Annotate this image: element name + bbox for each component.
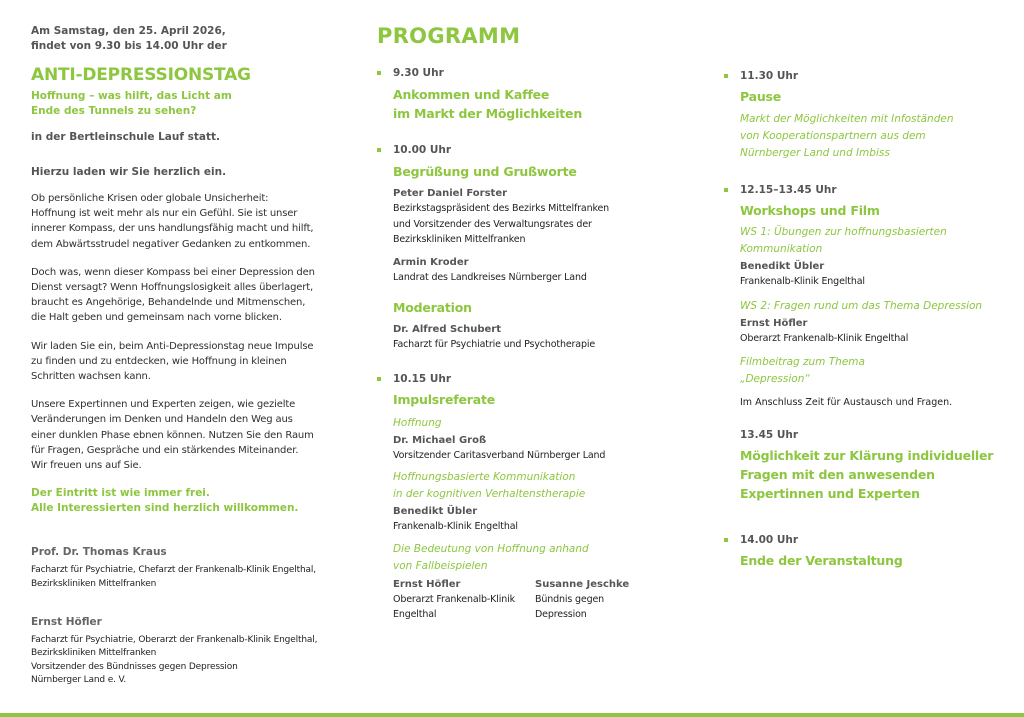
event-subtitle: Hoffnung – was hilft, das Licht am Ende des Tunnels zu sehen? <box>31 90 232 117</box>
speaker-block <box>393 579 535 623</box>
session-heading: Ankommen und Kaffee im Markt der Möglichkeiten <box>393 87 583 121</box>
speaker-role: Bündnis gegen Depression <box>535 593 605 620</box>
speaker-name: Ernst Höfler <box>740 317 808 329</box>
speaker-name: Benedikt Übler <box>740 261 825 272</box>
session-heading: Workshops und Film <box>740 203 880 218</box>
film-title: Filmbeitrag zum Thema „Depression“ <box>740 356 865 385</box>
time-slot-1130: 11.30 Uhr <box>724 70 1014 82</box>
program-title: PROGRAMM <box>377 24 521 48</box>
bullet-icon <box>724 538 728 542</box>
time-slot-0930: 9.30 Uhr <box>377 67 677 79</box>
signature-name-1: Prof. Dr. Thomas Kraus <box>31 546 167 559</box>
bullet-icon <box>724 74 728 78</box>
session-heading: Ende der Veranstaltung <box>740 553 903 568</box>
talk-title: Die Bedeutung von Hoffnung anhand von Fallbeispielen <box>393 542 589 572</box>
left-column <box>31 24 331 688</box>
workshop-1-title: WS 1: Übungen zur hoffnungsbasierten Kommunikation <box>740 226 947 255</box>
speaker-name: Ernst Höfler <box>393 578 461 590</box>
session-heading: Impulsreferate <box>393 391 496 407</box>
speaker-name: Benedikt Übler <box>393 506 478 517</box>
time-slot-1215: 12.15–13.45 Uhr <box>724 184 1014 196</box>
event-title: ANTI-DEPRESSIONSTAG <box>31 65 251 85</box>
session-heading: Begrüßung und Grußworte <box>393 164 577 179</box>
speaker-pair <box>393 579 677 623</box>
signature-name-2: Ernst Höfler <box>31 616 102 629</box>
bullet-icon <box>724 188 728 192</box>
speaker-name: Susanne Jeschke <box>535 578 630 590</box>
speaker-role: Bezirkstagspräsident des Bezirks Mittelfranken und Vorsitzender des Verwaltungsrates der Bezirkskliniken Mittelfranken <box>393 203 610 245</box>
invitation-line: Hierzu laden wir Sie herzlich ein. <box>31 166 227 178</box>
speaker-name: Dr. Michael Groß <box>393 434 487 446</box>
moderation-heading: Moderation <box>393 300 472 315</box>
speaker-role: Facharzt für Psychiatrie und Psychotherapie <box>393 339 596 350</box>
bullet-icon <box>377 148 381 152</box>
talk-title: Hoffnungsbasierte Kommunikation in der kognitiven Verhaltenstherapie <box>393 471 586 500</box>
speaker-role: Frankenalb-Klinik Engelthal <box>740 276 865 287</box>
event-venue: in der Bertleinschule Lauf statt. <box>31 131 220 143</box>
speaker-role: Oberarzt Frankenalb-Klinik Engelthal <box>740 332 909 344</box>
workshop-2-title: WS 2: Fragen rund um das Thema Depression <box>740 299 983 312</box>
speaker-block <box>535 579 677 623</box>
program-column-1 <box>377 24 677 623</box>
talk-title: Hoffnung <box>393 416 442 429</box>
speaker-name: Armin Kroder <box>393 256 469 268</box>
time-slot-1000: 10.00 Uhr <box>377 144 677 156</box>
paragraph-4: Unsere Expertinnen und Experten zeigen, wie gezielte Veränderungen im Denken und Handeln den Weg aus einer dunklen Phase ebnen können. Nutzen Sie den Raum für Fragen, Gespräche und ein stärkendes Miteinander. Wir freuen uns auf Sie. <box>31 399 314 472</box>
time-slot-1345: 13.45 Uhr <box>740 429 799 441</box>
signature-title-1: Facharzt für Psychiatrie, Chefarzt der Frankenalb-Klinik Engelthal, Bezirkskliniken Mittelfranken <box>31 565 316 589</box>
bullet-icon <box>377 71 381 75</box>
time-slot-1400: 14.00 Uhr <box>724 534 1014 546</box>
speaker-name: Dr. Alfred Schubert <box>393 324 501 335</box>
event-intro: Am Samstag, den 25. April 2026, findet von 9.30 bis 14.00 Uhr der <box>31 25 227 52</box>
paragraph-1: Ob persönliche Krisen oder globale Unsicherheit: Hoffnung ist weit mehr als nur ein Gefühl. Sie ist unser innerer Kompass, der uns handlungsfähig macht und hilft, dem Abwärtsstrudel negativer Gedanken zu entkommen. <box>31 193 314 250</box>
paragraph-2: Doch was, wenn dieser Kompass bei einer Depression den Dienst versagt? Wenn Hoffnungslosigkeit alles überlagert, braucht es Angehörige, Behandelnde und Mitmenschen, die Halt geben und gemeinsam nach vorne blicken. <box>31 266 315 324</box>
bottom-divider <box>0 713 1024 717</box>
bullet-icon <box>377 377 381 381</box>
session-heading: Möglichkeit zur Klärung individueller Fragen mit den anwesenden Expertinnen und Experten <box>740 448 994 501</box>
session-description: Markt der Möglichkeiten mit Infoständen von Kooperationspartnern aus dem Nürnberger Land und Imbiss <box>740 113 954 159</box>
signature-title-2: Facharzt für Psychiatrie, Oberarzt der Frankenalb-Klinik Engelthal, Bezirkskliniken Mittelfranken Vorsitzender des Bündnisses gegen Depression Nürnberger Land e. V. <box>31 635 318 686</box>
free-entry-note: Der Eintritt ist wie immer frei. Alle Interessierten sind herzlich willkommen. <box>31 487 299 515</box>
program-column-2 <box>724 70 1014 570</box>
speaker-name: Peter Daniel Forster <box>393 188 508 199</box>
after-note: Im Anschluss Zeit für Austausch und Fragen. <box>740 397 953 408</box>
speaker-role: Frankenalb-Klinik Engelthal <box>393 521 518 532</box>
time-slot-1015: 10.15 Uhr <box>377 373 677 385</box>
speaker-role: Oberarzt Frankenalb-Klinik Engelthal <box>393 593 515 620</box>
speaker-role: Vorsitzender Caritasverband Nürnberger Land <box>393 449 606 461</box>
speaker-role: Landrat des Landkreises Nürnberger Land <box>393 271 587 283</box>
paragraph-3: Wir laden Sie ein, beim Anti-Depressionstag neue Impulse zu finden und zu entdecken, wie Hoffnung in kleinen Schritten wachsen kann. <box>31 340 314 383</box>
session-heading: Pause <box>740 89 782 104</box>
